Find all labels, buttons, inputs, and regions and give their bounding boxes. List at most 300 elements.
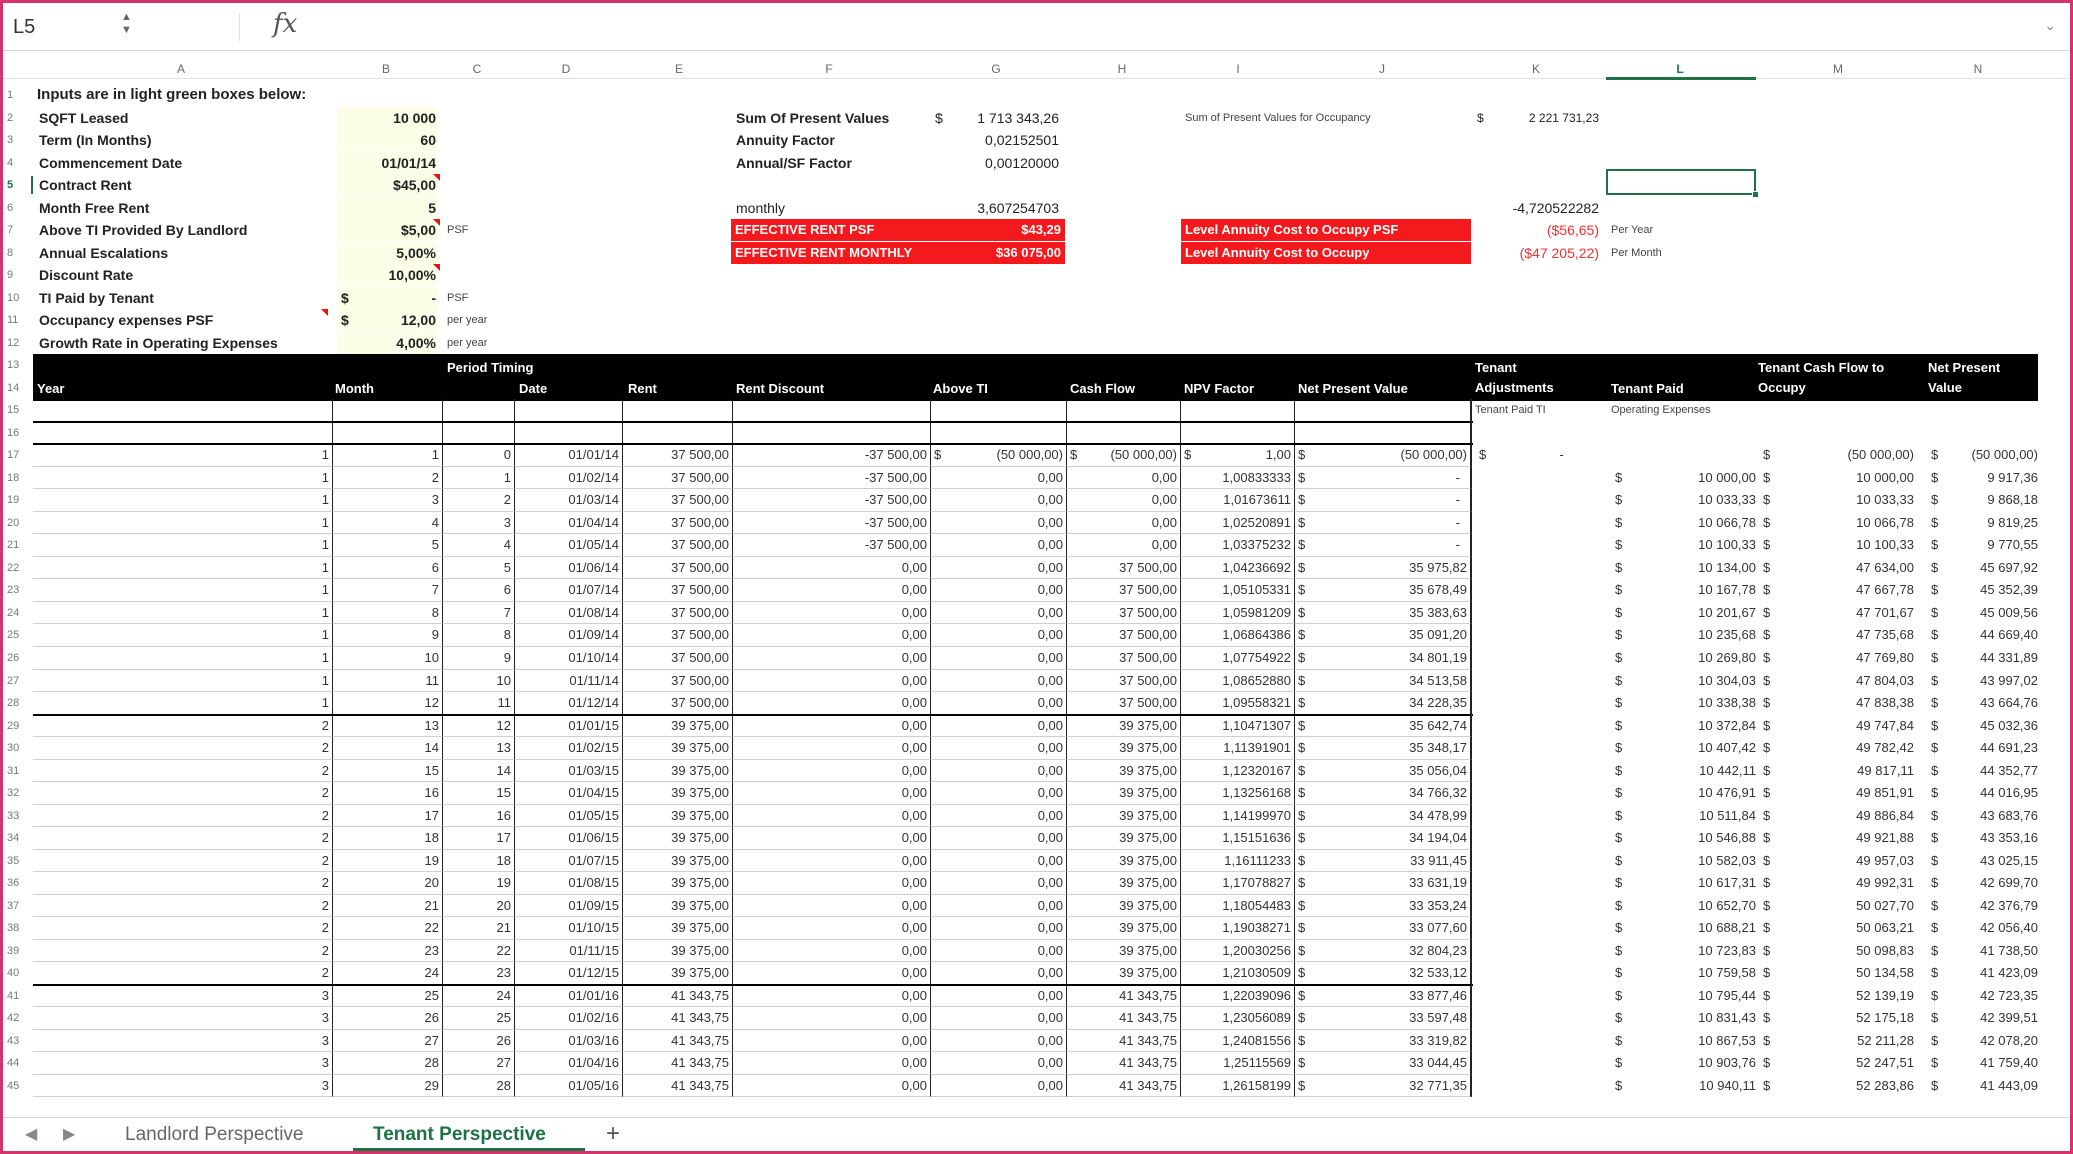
table-cell[interactable]: 5 [443, 557, 515, 580]
table-cell-tenant-npv[interactable]: 9 770,55 [1987, 537, 2038, 553]
table-cell[interactable]: 39 375,00 [1067, 760, 1181, 783]
table-cell[interactable]: 01/09/14 [515, 624, 623, 647]
table-cell[interactable]: 01/01/15 [515, 715, 623, 738]
table-cell[interactable]: 16 [443, 805, 515, 828]
table-cell-npvf[interactable]: 1,00 [1181, 444, 1295, 467]
table-cell[interactable]: 32 771,35 [1295, 1075, 1471, 1098]
row-number[interactable]: 44 [7, 1057, 20, 1070]
table-cell[interactable]: 1 [33, 467, 333, 490]
table-cell-tenant-npv[interactable]: 42 723,35 [1980, 987, 2038, 1003]
table-cell[interactable]: 0,00 [931, 850, 1067, 873]
table-cell[interactable]: 39 375,00 [623, 827, 733, 850]
row-number[interactable]: 10 [7, 291, 20, 304]
table-cell-tenant-cash-flow[interactable]: 10 033,33 [1856, 492, 1914, 508]
table-cell[interactable]: 0,00 [931, 827, 1067, 850]
table-cell[interactable]: 33 319,82 [1295, 1030, 1471, 1053]
table-cell[interactable]: 27 [443, 1052, 515, 1075]
table-cell[interactable]: 1,05105331 [1181, 579, 1295, 602]
comment-indicator-icon[interactable] [433, 264, 440, 271]
table-cell[interactable]: 01/03/14 [515, 489, 623, 512]
table-cell[interactable]: 39 375,00 [1067, 737, 1181, 760]
empty-cell[interactable] [1295, 422, 1471, 445]
column-header-i[interactable]: I [1236, 62, 1240, 76]
table-cell[interactable]: 1 [33, 512, 333, 535]
table-cell-tenant-npv[interactable]: 42 078,20 [1980, 1032, 2038, 1048]
table-cell[interactable]: 41 343,75 [623, 1075, 733, 1098]
table-cell[interactable]: 01/04/15 [515, 782, 623, 805]
table-cell[interactable]: 0,00 [733, 872, 931, 895]
row-number[interactable]: 8 [7, 246, 14, 259]
table-cell-tenant-npv[interactable]: 43 664,76 [1980, 695, 2038, 711]
table-cell-operating-expense[interactable]: 10 867,53 [1698, 1032, 1756, 1048]
table-cell[interactable]: 41 343,75 [1067, 1030, 1181, 1053]
table-cell[interactable]: - [1295, 467, 1471, 490]
empty-cell[interactable] [733, 399, 931, 422]
table-cell-tenant-cash-flow[interactable]: 49 957,03 [1856, 852, 1914, 868]
table-cell-operating-expense[interactable]: 10 442,11 [1699, 762, 1756, 778]
column-header-g[interactable]: G [991, 62, 1001, 76]
table-header-rent[interactable]: Rent [628, 380, 657, 396]
table-cell[interactable]: 3 [33, 1052, 333, 1075]
row-number[interactable]: 30 [7, 742, 20, 755]
table-cell[interactable]: 6 [443, 579, 515, 602]
table-cell[interactable]: 01/10/15 [515, 917, 623, 940]
table-cell-tenant-cash-flow[interactable]: 47 804,03 [1856, 672, 1914, 688]
table-cell[interactable]: 17 [333, 805, 443, 828]
table-cell[interactable]: 2 [33, 760, 333, 783]
row-number[interactable]: 20 [7, 516, 20, 529]
table-cell[interactable]: 0,00 [931, 692, 1067, 715]
table-cell-tenant-cash-flow[interactable]: 10 000,00 [1856, 469, 1914, 485]
column-header-j[interactable]: J [1379, 62, 1385, 76]
row-number[interactable]: 39 [7, 944, 20, 957]
table-cell[interactable]: 1,15151636 [1181, 827, 1295, 850]
table-cell-tenant-npv[interactable]: 44 691,23 [1980, 740, 2038, 756]
table-cell[interactable]: 39 375,00 [1067, 850, 1181, 873]
column-header-c[interactable]: C [472, 62, 482, 76]
table-cell[interactable]: 01/07/14 [515, 579, 623, 602]
input-value[interactable]: 5,00% [396, 244, 436, 261]
table-cell[interactable]: 1,08652880 [1181, 670, 1295, 693]
table-cell[interactable]: 1,01673611 [1181, 489, 1295, 512]
table-cell[interactable]: 0,00 [733, 1007, 931, 1030]
column-header-m[interactable]: M [1833, 62, 1843, 76]
table-cell[interactable]: 0,00 [733, 737, 931, 760]
table-cell[interactable]: 14 [443, 760, 515, 783]
table-cell-tenant-cash-flow[interactable]: 50 027,70 [1856, 897, 1914, 913]
table-cell-tenant-cash-flow[interactable]: 47 838,38 [1856, 695, 1914, 711]
table-cell[interactable]: 0,00 [733, 715, 931, 738]
table-cell[interactable]: 37 500,00 [623, 670, 733, 693]
table-cell[interactable]: 7 [443, 602, 515, 625]
table-cell-tenant-npv[interactable]: 41 738,50 [1980, 942, 2038, 958]
table-cell[interactable]: 2 [33, 805, 333, 828]
table-cell-operating-expense[interactable]: 10 134,00 [1698, 559, 1756, 575]
table-cell[interactable]: 0,00 [733, 827, 931, 850]
table-cell[interactable]: 01/03/15 [515, 760, 623, 783]
row-number[interactable]: 3 [7, 134, 14, 147]
row-number[interactable]: 26 [7, 652, 20, 664]
table-cell[interactable]: 11 [443, 692, 515, 715]
table-cell-operating-expense[interactable]: 10 167,78 [1698, 582, 1756, 598]
table-cell[interactable]: 0,00 [733, 985, 931, 1008]
table-cell-tenant-npv[interactable]: 42 699,70 [1980, 875, 2038, 891]
table-cell-operating-expense[interactable]: 10 304,03 [1698, 672, 1756, 688]
row-number[interactable]: 28 [7, 697, 20, 710]
empty-cell[interactable] [33, 399, 333, 422]
table-header-net-present-value[interactable]: Net Present Value [1928, 360, 2001, 396]
table-cell-year[interactable]: 1 [33, 444, 333, 467]
table-cell[interactable]: 26 [333, 1007, 443, 1030]
row-number[interactable]: 4 [7, 156, 14, 169]
empty-cell[interactable] [443, 422, 515, 445]
table-cell[interactable]: 39 375,00 [623, 850, 733, 873]
table-cell[interactable]: 0,00 [733, 917, 931, 940]
table-cell-tenant-npv[interactable]: 45 697,92 [1980, 559, 2038, 575]
table-cell[interactable]: 01/04/16 [515, 1052, 623, 1075]
table-cell[interactable]: 1,18054483 [1181, 895, 1295, 918]
table-header-npv-factor[interactable]: NPV Factor [1184, 380, 1255, 396]
table-cell[interactable]: 0,00 [733, 962, 931, 985]
table-cell[interactable]: 41 343,75 [623, 985, 733, 1008]
table-cell[interactable]: 2 [33, 940, 333, 963]
table-cell-operating-expense[interactable]: 10 066,78 [1698, 514, 1756, 530]
table-cell[interactable]: 39 375,00 [1067, 827, 1181, 850]
empty-cell[interactable] [1181, 422, 1295, 445]
table-cell[interactable]: 24 [443, 985, 515, 1008]
table-cell[interactable]: 25 [333, 985, 443, 1008]
table-cell[interactable]: 0,00 [1067, 534, 1181, 557]
row-number[interactable]: 23 [7, 584, 20, 597]
table-cell-tenant-cash-flow[interactable]: 49 851,91 [1856, 785, 1914, 801]
table-cell[interactable]: 39 375,00 [623, 895, 733, 918]
table-cell[interactable]: 14 [333, 737, 443, 760]
table-cell[interactable]: 0,00 [931, 962, 1067, 985]
table-header-above-ti[interactable]: Above TI [933, 380, 988, 396]
row-number[interactable]: 7 [7, 224, 14, 237]
table-cell[interactable]: 0,00 [733, 624, 931, 647]
table-cell-operating-expense[interactable]: 10 546,88 [1698, 830, 1756, 846]
table-cell[interactable]: - [1295, 512, 1471, 535]
table-cell[interactable]: 18 [443, 850, 515, 873]
table-cell[interactable]: 37 500,00 [623, 624, 733, 647]
table-cell[interactable]: 1,13256168 [1181, 782, 1295, 805]
table-cell-tenant-cash-flow[interactable]: 52 211,28 [1857, 1032, 1914, 1048]
table-cell-tenant-cash-flow[interactable]: 49 921,88 [1856, 830, 1914, 846]
table-cell[interactable]: 1,10471307 [1181, 715, 1295, 738]
table-cell[interactable]: 37 500,00 [623, 467, 733, 490]
input-value[interactable]: 4,00% [396, 334, 436, 351]
table-cell[interactable]: 1 [33, 624, 333, 647]
table-header-tenant-adjustments[interactable]: Tenant Adjustments [1475, 360, 1554, 396]
table-cell-tenant-npv[interactable]: 42 376,79 [1980, 897, 2038, 913]
row-number[interactable]: 14 [7, 381, 20, 394]
row-number[interactable]: 22 [7, 561, 20, 574]
table-cell[interactable]: 01/05/14 [515, 534, 623, 557]
row-number[interactable]: 29 [7, 719, 20, 732]
column-header-b[interactable]: B [381, 62, 390, 76]
table-cell[interactable]: -37 500,00 [733, 534, 931, 557]
table-cell-tenant-cash-flow[interactable]: 47 769,80 [1856, 650, 1914, 665]
table-cell[interactable]: 13 [333, 715, 443, 738]
row-number[interactable]: 36 [7, 877, 20, 890]
table-cell[interactable]: 39 375,00 [1067, 805, 1181, 828]
table-cell-month[interactable]: 1 [333, 444, 443, 467]
table-cell[interactable]: 35 348,17 [1295, 737, 1471, 760]
table-cell[interactable]: 4 [443, 534, 515, 557]
table-cell[interactable]: 39 375,00 [623, 940, 733, 963]
selected-cell-l5[interactable] [1606, 169, 1756, 195]
table-cell[interactable]: 9 [443, 647, 515, 670]
row-number[interactable]: 24 [7, 606, 20, 619]
row-number[interactable]: 12 [7, 336, 20, 349]
table-cell[interactable]: 01/12/14 [515, 692, 623, 715]
table-cell-tenant-cash-flow[interactable]: 50 134,58 [1856, 965, 1914, 981]
table-cell[interactable]: 3 [33, 1007, 333, 1030]
table-cell[interactable]: 0,00 [931, 624, 1067, 647]
table-cell-tenant-cash-flow[interactable]: 52 139,19 [1856, 987, 1914, 1003]
table-cell[interactable]: 2 [33, 872, 333, 895]
table-cell-operating-expense[interactable]: 10 033,33 [1698, 492, 1756, 508]
tab-tenant-perspective[interactable]: Tenant Perspective [373, 1124, 546, 1145]
table-cell[interactable]: 01/02/14 [515, 467, 623, 490]
table-cell[interactable]: 21 [443, 917, 515, 940]
table-cell[interactable]: 01/05/16 [515, 1075, 623, 1098]
table-cell[interactable]: 39 375,00 [623, 737, 733, 760]
table-cell[interactable]: 39 375,00 [1067, 895, 1181, 918]
table-cell[interactable]: 0,00 [931, 985, 1067, 1008]
table-cell[interactable]: 1,24081556 [1181, 1030, 1295, 1053]
row-number[interactable]: 18 [7, 471, 20, 484]
row-number[interactable]: 41 [7, 989, 20, 1002]
table-cell[interactable]: 01/08/14 [515, 602, 623, 625]
table-cell[interactable]: 33 044,45 [1295, 1052, 1471, 1075]
empty-cell[interactable] [623, 399, 733, 422]
table-cell[interactable]: 1,07754922 [1181, 647, 1295, 670]
table-cell[interactable]: -37 500,00 [733, 467, 931, 490]
table-cell[interactable]: 0,00 [1067, 512, 1181, 535]
table-cell-tenant-cash-flow[interactable]: 47 634,00 [1856, 559, 1914, 575]
table-cell[interactable]: 22 [333, 917, 443, 940]
input-value[interactable]: 10 000 [393, 109, 436, 126]
table-cell[interactable]: 32 533,12 [1295, 962, 1471, 985]
table-cell[interactable]: 0,00 [733, 850, 931, 873]
table-cell[interactable]: 34 194,04 [1295, 827, 1471, 850]
column-header-f[interactable]: F [825, 62, 833, 76]
table-cell[interactable]: 1 [33, 692, 333, 715]
table-cell[interactable]: 0,00 [931, 557, 1067, 580]
table-cell[interactable]: 0,00 [931, 895, 1067, 918]
table-cell-operating-expense[interactable]: 10 000,00 [1698, 469, 1756, 485]
table-cell[interactable]: 37 500,00 [1067, 624, 1181, 647]
table-cell-operating-expense[interactable]: 10 338,38 [1698, 695, 1756, 711]
comment-indicator-icon[interactable] [321, 309, 328, 316]
table-cell[interactable]: 33 597,48 [1295, 1007, 1471, 1030]
table-cell[interactable]: 1,11391901 [1181, 737, 1295, 760]
empty-cell[interactable] [33, 422, 333, 445]
row-number[interactable]: 33 [7, 809, 20, 822]
row-number[interactable]: 15 [7, 404, 20, 417]
table-cell[interactable]: 8 [333, 602, 443, 625]
table-cell[interactable]: 13 [443, 737, 515, 760]
table-cell[interactable]: 35 975,82 [1295, 557, 1471, 580]
row-number[interactable]: 38 [7, 922, 20, 935]
empty-cell[interactable] [1181, 399, 1295, 422]
table-cell[interactable]: 2 [33, 962, 333, 985]
table-cell[interactable]: 0,00 [931, 1030, 1067, 1053]
comment-indicator-icon[interactable] [433, 174, 440, 181]
table-cell-cf[interactable]: (50 000,00) [1067, 444, 1181, 467]
table-cell[interactable]: 2 [33, 895, 333, 918]
table-cell-tenant-cash-flow[interactable]: 52 283,86 [1856, 1077, 1914, 1093]
table-cell[interactable]: 23 [333, 940, 443, 963]
table-cell[interactable]: 1 [33, 647, 333, 670]
row-number[interactable]: 2 [7, 111, 14, 124]
table-cell[interactable]: 01/02/15 [515, 737, 623, 760]
column-header-k[interactable]: K [1531, 62, 1540, 76]
table-cell[interactable]: 0,00 [733, 602, 931, 625]
table-cell[interactable]: 1,25115569 [1181, 1052, 1295, 1075]
table-header-net-present-value[interactable]: Net Present Value [1298, 380, 1408, 396]
row-number[interactable]: 6 [7, 201, 14, 214]
table-cell[interactable]: 2 [33, 827, 333, 850]
table-cell[interactable]: 0,00 [931, 782, 1067, 805]
table-cell[interactable]: 2 [443, 489, 515, 512]
fx-icon[interactable]: fx [273, 9, 298, 39]
table-cell[interactable]: 2 [33, 850, 333, 873]
table-cell[interactable]: 37 500,00 [623, 692, 733, 715]
row-number[interactable]: 1 [7, 89, 14, 101]
table-cell[interactable]: 39 375,00 [623, 715, 733, 738]
table-cell[interactable]: 39 375,00 [1067, 962, 1181, 985]
empty-cell[interactable] [1067, 422, 1181, 445]
row-number[interactable]: 32 [7, 787, 20, 800]
table-cell[interactable]: 39 375,00 [623, 805, 733, 828]
table-cell-operating-expense[interactable]: 10 511,84 [1699, 807, 1756, 823]
table-cell[interactable]: 1,19038271 [1181, 917, 1295, 940]
table-cell[interactable]: 12 [443, 715, 515, 738]
table-cell[interactable]: 23 [443, 962, 515, 985]
table-cell[interactable]: 20 [443, 895, 515, 918]
table-cell-tenant-cash-flow[interactable]: 49 992,31 [1856, 875, 1914, 891]
row-number[interactable]: 11 [7, 314, 19, 327]
table-cell[interactable]: 9 [333, 624, 443, 647]
empty-cell[interactable] [515, 399, 623, 422]
table-cell-tenant-npv[interactable]: 9 917,36 [1987, 469, 2038, 485]
table-cell[interactable]: 22 [443, 940, 515, 963]
table-cell[interactable]: 34 513,58 [1295, 670, 1471, 693]
table-cell[interactable]: 0,00 [733, 1052, 931, 1075]
table-cell[interactable]: 01/01/16 [515, 985, 623, 1008]
table-cell[interactable]: 1,05981209 [1181, 602, 1295, 625]
table-cell-operating-expense[interactable]: 10 688,21 [1698, 920, 1756, 936]
table-cell-tenant-cash-flow[interactable]: 10 066,78 [1856, 514, 1914, 530]
row-number[interactable]: 27 [7, 674, 20, 687]
empty-cell[interactable] [515, 422, 623, 445]
table-cell[interactable]: - [1295, 534, 1471, 557]
table-cell-tenant-cash-flow[interactable]: 47 667,78 [1856, 582, 1914, 598]
table-cell[interactable]: 5 [333, 534, 443, 557]
table-cell[interactable]: 0,00 [733, 670, 931, 693]
table-cell-operating-expense[interactable]: 10 476,91 [1698, 785, 1756, 801]
next-sheet-icon[interactable]: ▶ [63, 1126, 76, 1143]
table-cell[interactable]: 39 375,00 [1067, 940, 1181, 963]
table-cell-tenant-npv[interactable]: 42 399,51 [1980, 1010, 2038, 1026]
table-header-tenant-cash-flow-to-occupy[interactable]: Tenant Cash Flow to Occupy [1758, 360, 1885, 396]
table-cell[interactable]: 1 [443, 467, 515, 490]
row-number[interactable]: 34 [7, 832, 20, 845]
table-cell[interactable]: 01/07/15 [515, 850, 623, 873]
empty-cell[interactable] [333, 399, 443, 422]
table-cell[interactable]: 01/04/14 [515, 512, 623, 535]
table-cell[interactable]: 34 478,99 [1295, 805, 1471, 828]
table-cell[interactable]: 39 375,00 [623, 872, 733, 895]
table-cell[interactable]: 0,00 [931, 647, 1067, 670]
row-number[interactable]: 45 [7, 1079, 20, 1092]
table-cell[interactable]: 3 [33, 1075, 333, 1098]
table-cell[interactable]: 41 343,75 [1067, 1052, 1181, 1075]
table-cell[interactable]: 2 [333, 467, 443, 490]
table-cell[interactable]: 01/11/14 [515, 670, 623, 693]
table-cell[interactable]: 0,00 [931, 737, 1067, 760]
table-cell[interactable]: 41 343,75 [1067, 1007, 1181, 1030]
table-cell-operating-expense[interactable]: 10 831,43 [1698, 1010, 1756, 1026]
table-cell-tenant-npv[interactable]: 9 819,25 [1987, 514, 2038, 530]
input-value[interactable]: - [431, 289, 436, 306]
table-cell[interactable]: 17 [443, 827, 515, 850]
table-cell[interactable]: -37 500,00 [733, 489, 931, 512]
table-header-month[interactable]: Month [335, 380, 374, 396]
table-cell[interactable]: 33 911,45 [1295, 850, 1471, 873]
row-number[interactable]: 17 [7, 449, 20, 462]
table-cell[interactable]: 3 [33, 985, 333, 1008]
table-cell[interactable]: 01/09/15 [515, 895, 623, 918]
input-value[interactable]: 5 [428, 199, 436, 216]
table-cell[interactable]: 1,06864386 [1181, 624, 1295, 647]
table-cell-ti[interactable]: (50 000,00) [931, 444, 1067, 467]
column-header-e[interactable]: E [674, 62, 683, 76]
table-cell[interactable]: 34 766,32 [1295, 782, 1471, 805]
table-cell[interactable]: 3 [33, 1030, 333, 1053]
table-cell[interactable]: 37 500,00 [623, 602, 733, 625]
table-cell-tenant-cash-flow[interactable]: 49 886,84 [1856, 807, 1914, 823]
column-header-n[interactable]: N [1973, 62, 1983, 76]
table-cell[interactable]: 1 [33, 557, 333, 580]
table-cell[interactable]: 33 631,19 [1295, 872, 1471, 895]
table-cell-tenant-npv[interactable]: 42 056,40 [1980, 920, 2038, 936]
table-cell[interactable]: 0,00 [733, 1030, 931, 1053]
table-cell[interactable]: 39 375,00 [1067, 872, 1181, 895]
table-cell-operating-expense[interactable]: 10 235,68 [1698, 627, 1756, 643]
table-cell-timing[interactable]: 0 [443, 444, 515, 467]
table-cell[interactable]: 0,00 [931, 1007, 1067, 1030]
table-cell[interactable]: 34 801,19 [1295, 647, 1471, 670]
table-cell[interactable]: 37 500,00 [623, 557, 733, 580]
input-value[interactable]: $45,00 [393, 177, 436, 194]
table-cell-tenant-npv[interactable]: 44 352,77 [1980, 762, 2038, 778]
table-cell[interactable]: 0,00 [931, 940, 1067, 963]
table-cell[interactable]: -37 500,00 [733, 512, 931, 535]
table-cell[interactable]: 2 [33, 715, 333, 738]
table-cell[interactable]: 0,00 [733, 940, 931, 963]
row-number[interactable]: 42 [7, 1012, 20, 1025]
table-cell[interactable]: 6 [333, 557, 443, 580]
table-cell[interactable]: 0,00 [733, 782, 931, 805]
row-number[interactable]: 21 [7, 539, 20, 552]
input-value[interactable]: 60 [420, 132, 436, 149]
table-cell-date[interactable]: 01/01/14 [515, 444, 623, 467]
table-cell[interactable]: 01/02/16 [515, 1007, 623, 1030]
